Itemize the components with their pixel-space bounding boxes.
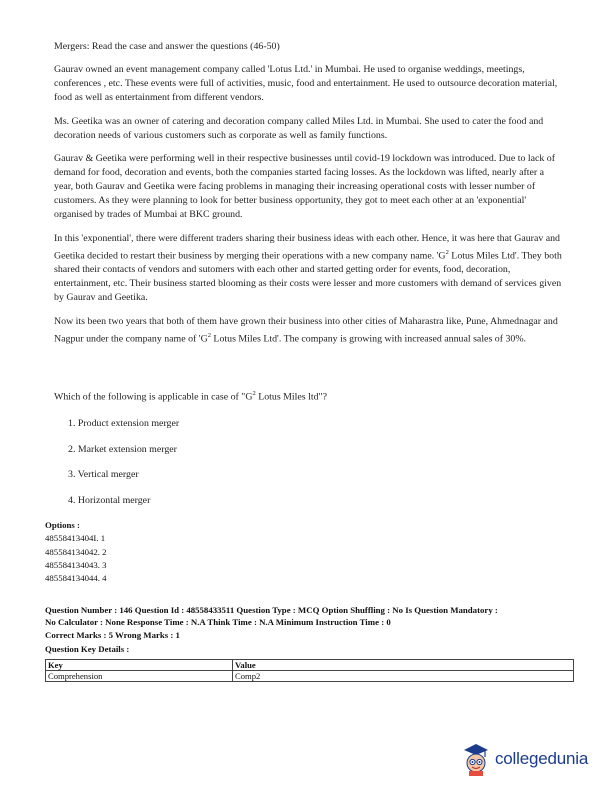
choice-2: 2. Market extension merger bbox=[68, 444, 177, 455]
table-header-row bbox=[46, 660, 574, 671]
options-list bbox=[45, 519, 107, 585]
case-paragraph-2: Ms. Geetika was an owner of catering and decoration company called Miles Ltd. in Mumbai. She used to cater the food and decoration needs of various customers such as corporate as well as family functions. bbox=[54, 115, 544, 141]
case-paragraph-5 bbox=[54, 315, 564, 346]
option-id-4: 485584134044. 4 bbox=[45, 573, 107, 584]
question-text-end: Lotus Miles ltd"? bbox=[255, 391, 327, 403]
meta-line-2-text: No Calculator : None Response Time : N.A Think Time : N.A Minimum Instruction Time : 0 bbox=[45, 616, 391, 627]
choice-1: 1. Product extension merger bbox=[68, 418, 180, 429]
superscript: 2 bbox=[445, 248, 449, 256]
case-paragraph-5-text-rest: Lotus Miles Ltd'. The company is growing with increased annual sales of 30%. bbox=[210, 333, 527, 344]
table-cell-value: Comp2 bbox=[233, 671, 574, 682]
case-paragraph-4-text: In this 'exponential', there were different traders sharing their business ideas with each other. Hence, it was here that Gaurav and Geetika decided to restart their business by merging their operations with a new company name. 'G bbox=[54, 232, 560, 262]
case-heading: Mergers: Read the case and answer the questions (46-50) bbox=[54, 41, 280, 52]
case-paragraph-3: Gaurav & Geetika were performing well in their respective businesses until covid-19 lockdown was introduced. Due to lack of demand for food, decoration and events, both the companies started facing losses. As the lockdown was lifted, nearly after a year, both Gaurav and Geetika were facing problems in managing their increasing operational costs with lesser number of customers. As they were planning to look for better business opportunity, they got to meet each other at an 'exponential' organised by trades of Mumbai at BKC ground. bbox=[54, 153, 556, 221]
option-id-1: 48558413404I. 1 bbox=[45, 533, 106, 544]
brand-name: collegedunia bbox=[495, 749, 589, 768]
options-label: Options : bbox=[45, 520, 80, 530]
question-metadata bbox=[45, 605, 585, 657]
case-paragraph-4 bbox=[54, 232, 564, 305]
table-cell-key: Comprehension bbox=[46, 671, 233, 682]
meta-line-1-text: Question Number : 146 Question Id : 48558433511 Question Type : MCQ Option Shuffling : No Is Question Mandatory : bbox=[45, 605, 498, 615]
graduate-mascot-icon bbox=[461, 742, 491, 776]
option-id-3: 485584134043. 3 bbox=[45, 559, 107, 570]
question-text bbox=[54, 390, 564, 402]
choice-3: 3. Vertical merger bbox=[68, 469, 139, 480]
table-header-value: Value bbox=[233, 660, 574, 671]
key-details-label: Question Key Details : bbox=[45, 643, 130, 654]
superscript: 2 bbox=[207, 331, 211, 339]
question-text-start: Which of the following is applicable in case of "G bbox=[54, 391, 253, 403]
case-study bbox=[54, 40, 564, 356]
table-header-key: Key bbox=[46, 660, 233, 671]
key-details-table bbox=[45, 659, 574, 682]
meta-line-1 bbox=[45, 605, 585, 628]
table-row bbox=[46, 671, 574, 682]
case-paragraph-4-text-rest: Lotus Miles Ltd'. They both shared their contacts of vendors and sutomers with each other and started getting order for events, food, decoration, entertainment, etc. Their business started blooming as their costs were lesser and more customers with demand of services given by Gaurav and Geetika. bbox=[54, 250, 562, 303]
option-id-2: 485584134042. 2 bbox=[45, 546, 107, 557]
choice-4: 4. Horizontal merger bbox=[68, 495, 151, 506]
case-paragraph-1: Gaurav owned an event management company called 'Lotus Ltd.' in Mumbai. He used to organise weddings, meetings, conferences , etc. These events were full of activities, music, food and entertainment. He used to outsource decoration material, food as well as entertainment from different vendors. bbox=[54, 63, 558, 103]
marks-line: Correct Marks : 5 Wrong Marks : 1 bbox=[45, 630, 180, 641]
collegedunia-logo bbox=[461, 742, 588, 776]
superscript: 2 bbox=[252, 390, 256, 397]
case-paragraph-5-text: Now its been two years that both of them have grown their business into other cities of Maharastra like, Pune, Ahmednagar and Nagpur under the company name of 'G bbox=[54, 315, 558, 344]
